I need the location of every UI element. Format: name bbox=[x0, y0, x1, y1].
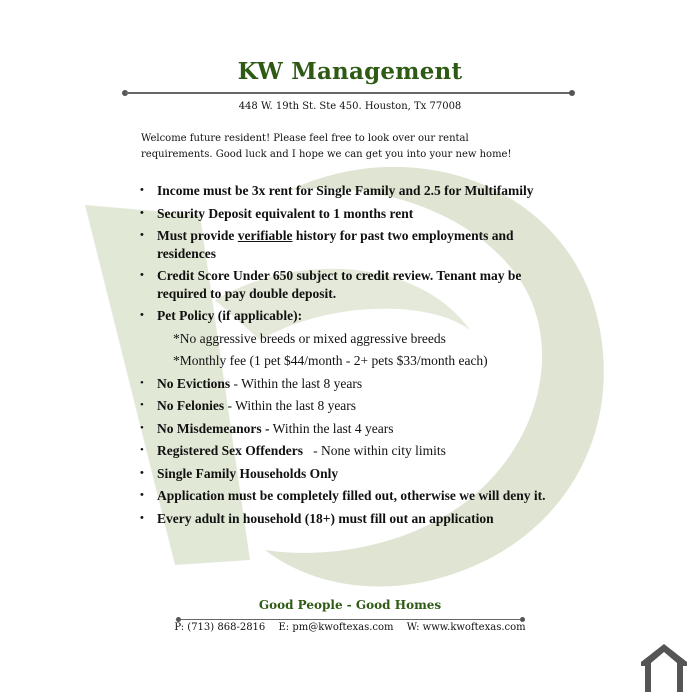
pet-breed-rule: *No aggressive breeds or mixed aggressive breeds bbox=[173, 330, 446, 346]
felonies-label: No Felonies bbox=[157, 398, 225, 413]
sex-offenders-value: - None within city limits bbox=[313, 443, 446, 458]
single-family-requirement: Single Family Households Only bbox=[157, 465, 339, 481]
felonies-value: - Within the last 8 years bbox=[224, 398, 357, 413]
evictions-value: - Within the last 8 years bbox=[230, 375, 363, 391]
pet-policy-detail bbox=[140, 352, 560, 370]
application-requirement: Application must be completely filled out, otherwise we will deny it. bbox=[157, 488, 546, 503]
list-item bbox=[140, 510, 560, 528]
list-item bbox=[140, 487, 560, 505]
list-item bbox=[140, 205, 560, 223]
misdemeanors-label: No Misdemeanors - bbox=[157, 420, 270, 436]
misdemeanors-value: Within the last 4 years bbox=[269, 420, 394, 436]
website: W: www.kwoftexas.com bbox=[406, 622, 526, 633]
history-requirement-end: history for past two employments and residences bbox=[157, 228, 514, 261]
adults-requirement: Every adult in household (18+) must fill out an application bbox=[157, 510, 494, 526]
sex-offenders-label: Registered Sex Offenders bbox=[157, 443, 303, 458]
pet-policy-heading: Pet Policy (if applicable): bbox=[157, 308, 303, 323]
office-address: 448 W. 19th St. Ste 450. Houston, Tx 77008 bbox=[238, 101, 462, 112]
footer-tagline: Good People - Good Homes bbox=[258, 598, 442, 612]
rule-endpoint-right bbox=[569, 90, 575, 96]
list-item bbox=[140, 420, 560, 438]
credit-requirement: Credit Score Under 650 subject to credit review. Tenant may be required to pay double deposit. bbox=[157, 268, 522, 301]
history-requirement-start: Must provide bbox=[157, 228, 238, 243]
page-title: KW Management bbox=[237, 58, 463, 85]
contact-info bbox=[0, 622, 700, 633]
pet-policy-detail bbox=[140, 330, 560, 348]
footer-divider bbox=[179, 619, 522, 620]
header-divider bbox=[125, 92, 573, 94]
requirements-list bbox=[140, 182, 560, 532]
email-address: E: pm@kwoftexas.com bbox=[278, 622, 394, 633]
list-item bbox=[140, 227, 560, 262]
deposit-requirement: Security Deposit equivalent to 1 months rent bbox=[157, 205, 414, 221]
home-icon bbox=[637, 640, 691, 694]
list-item bbox=[140, 397, 560, 415]
welcome-text: Welcome future resident! Please feel free to look over our rental requirements. Good luck and I hope we can get you into your new home! bbox=[141, 133, 512, 160]
list-item bbox=[140, 182, 560, 200]
verifiable-emphasis: verifiable bbox=[237, 228, 293, 243]
list-item bbox=[140, 375, 560, 393]
list-item bbox=[140, 307, 560, 325]
phone-number: P: (713) 868-2816 bbox=[174, 622, 266, 633]
pet-fee-rule: *Monthly fee (1 pet $44/month - 2+ pets $33/month each) bbox=[173, 353, 488, 368]
list-item bbox=[140, 442, 560, 460]
list-item bbox=[140, 465, 560, 483]
income-requirement: Income must be 3x rent for Single Family and 2.5 for Multifamily bbox=[157, 183, 534, 198]
list-item bbox=[140, 267, 560, 302]
evictions-label: No Evictions bbox=[157, 375, 231, 391]
